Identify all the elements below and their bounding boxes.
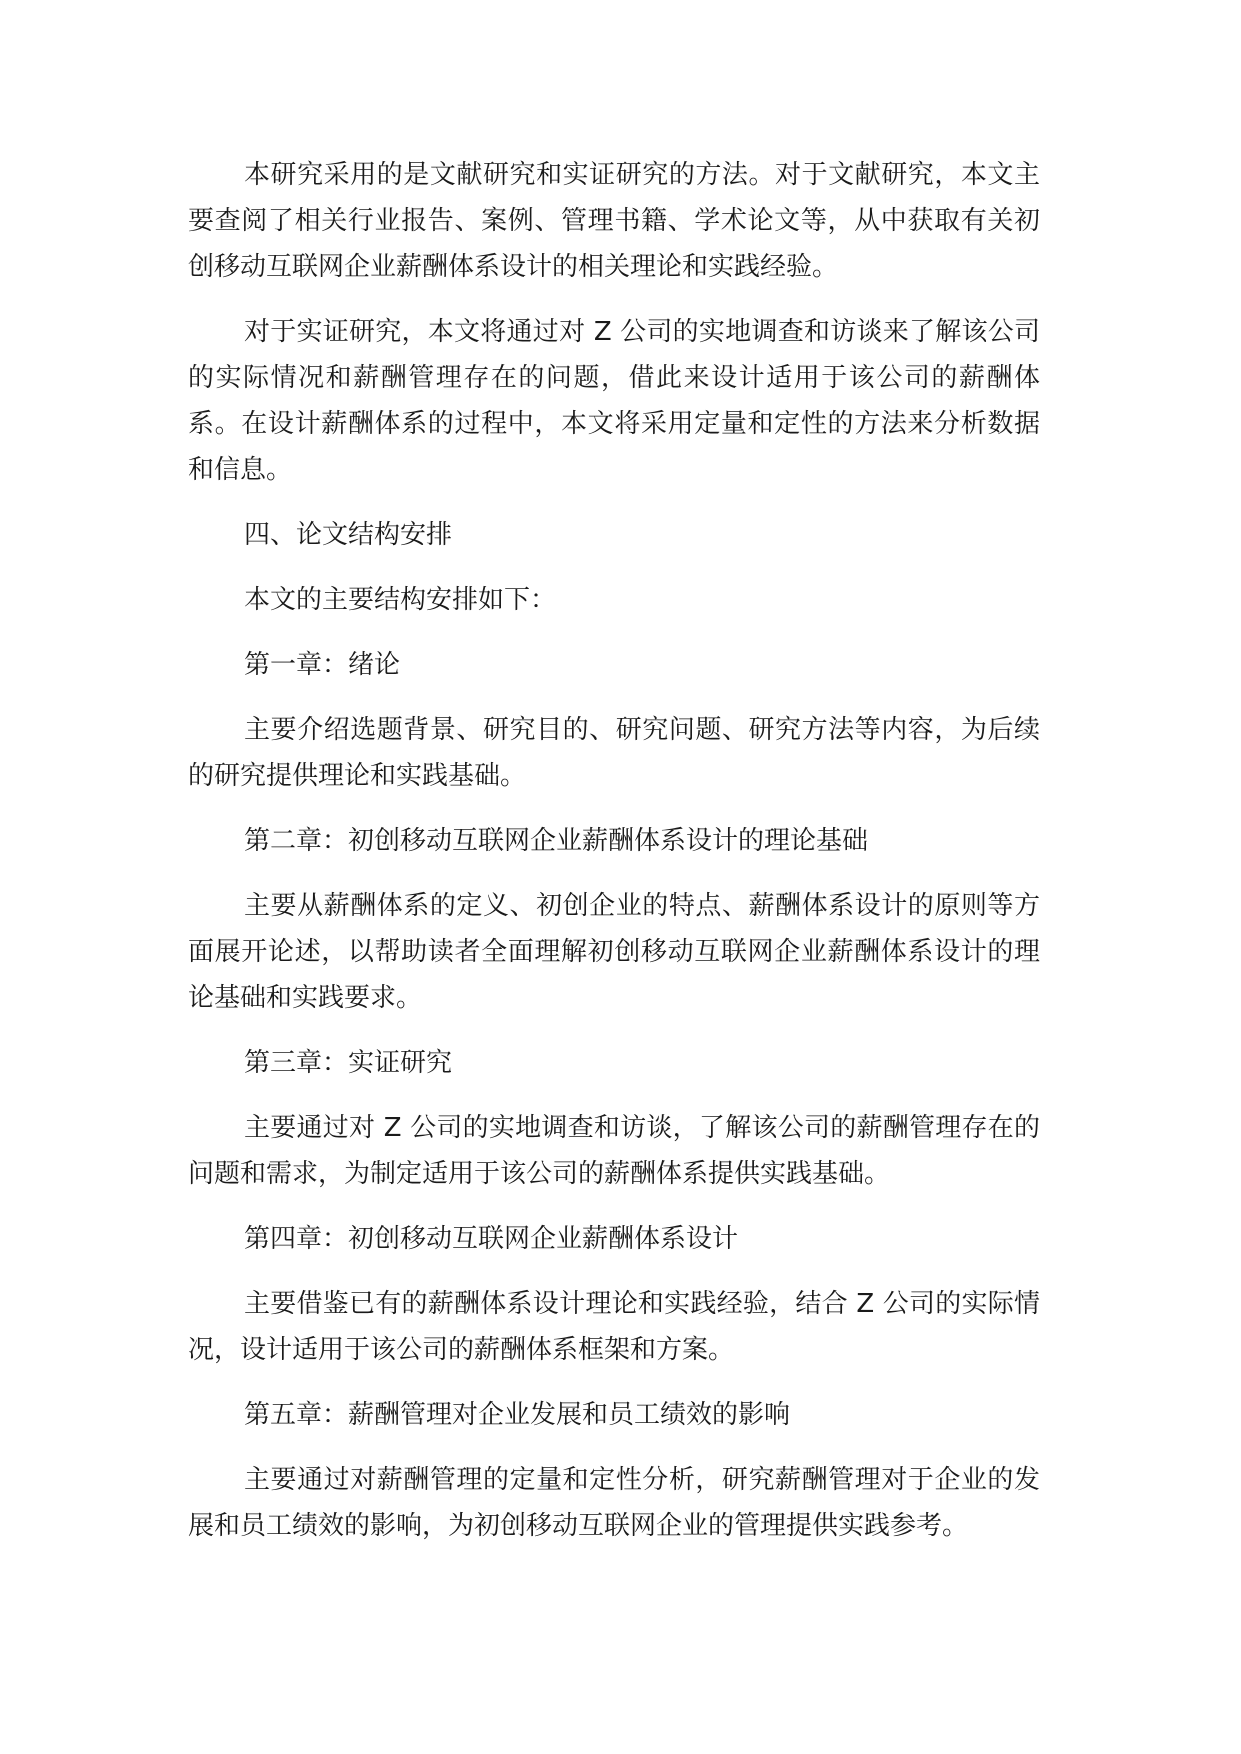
chapter-2-description: 主要从薪酬体系的定义、初创企业的特点、薪酬体系设计的原则等方面展开论述，以帮助读者全面理解初创移动互联网企业薪酬体系设计的理论基础和实践要求。 <box>188 891 1040 1013</box>
chapter-2-heading: 第二章：初创移动互联网企业薪酬体系设计的理论基础 <box>244 826 869 856</box>
document-body <box>188 152 1040 1568</box>
chapter-3-heading: 第三章：实证研究 <box>244 1048 453 1078</box>
chapter-4-heading: 第四章：初创移动互联网企业薪酬体系设计 <box>244 1224 739 1254</box>
chapter-5-description: 主要通过对薪酬管理的定量和定性分析，研究薪酬管理对于企业的发展和员工绩效的影响，为初创移动互联网企业的管理提供实践参考。 <box>188 1465 1040 1541</box>
chapter-1-description: 主要介绍选题背景、研究目的、研究问题、研究方法等内容，为后续的研究提供理论和实践基础。 <box>188 715 1040 791</box>
chapter-1-heading: 第一章：绪论 <box>244 650 401 680</box>
paragraph-structure-intro: 本文的主要结构安排如下： <box>244 585 557 615</box>
section-heading-structure: 四、论文结构安排 <box>244 520 453 550</box>
chapter-5-heading: 第五章：薪酬管理对企业发展和员工绩效的影响 <box>244 1400 791 1430</box>
chapter-3-description: 主要通过对 Z 公司的实地调查和访谈，了解该公司的薪酬管理存在的问题和需求，为制定适用于该公司的薪酬体系提供实践基础。 <box>188 1113 1040 1189</box>
paragraph-research-methods: 本研究采用的是文献研究和实证研究的方法。对于文献研究，本文主要查阅了相关行业报告、案例、管理书籍、学术论文等，从中获取有关初创移动互联网企业薪酬体系设计的相关理论和实践经验。 <box>188 160 1040 282</box>
chapter-4-description: 主要借鉴已有的薪酬体系设计理论和实践经验，结合 Z 公司的实际情况，设计适用于该公司的薪酬体系框架和方案。 <box>188 1289 1040 1365</box>
paragraph-empirical-research: 对于实证研究，本文将通过对 Z 公司的实地调查和访谈来了解该公司的实际情况和薪酬管理存在的问题，借此来设计适用于该公司的薪酬体系。在设计薪酬体系的过程中，本文将采用定量和定性的方法来分析数据和信息。 <box>188 317 1040 485</box>
